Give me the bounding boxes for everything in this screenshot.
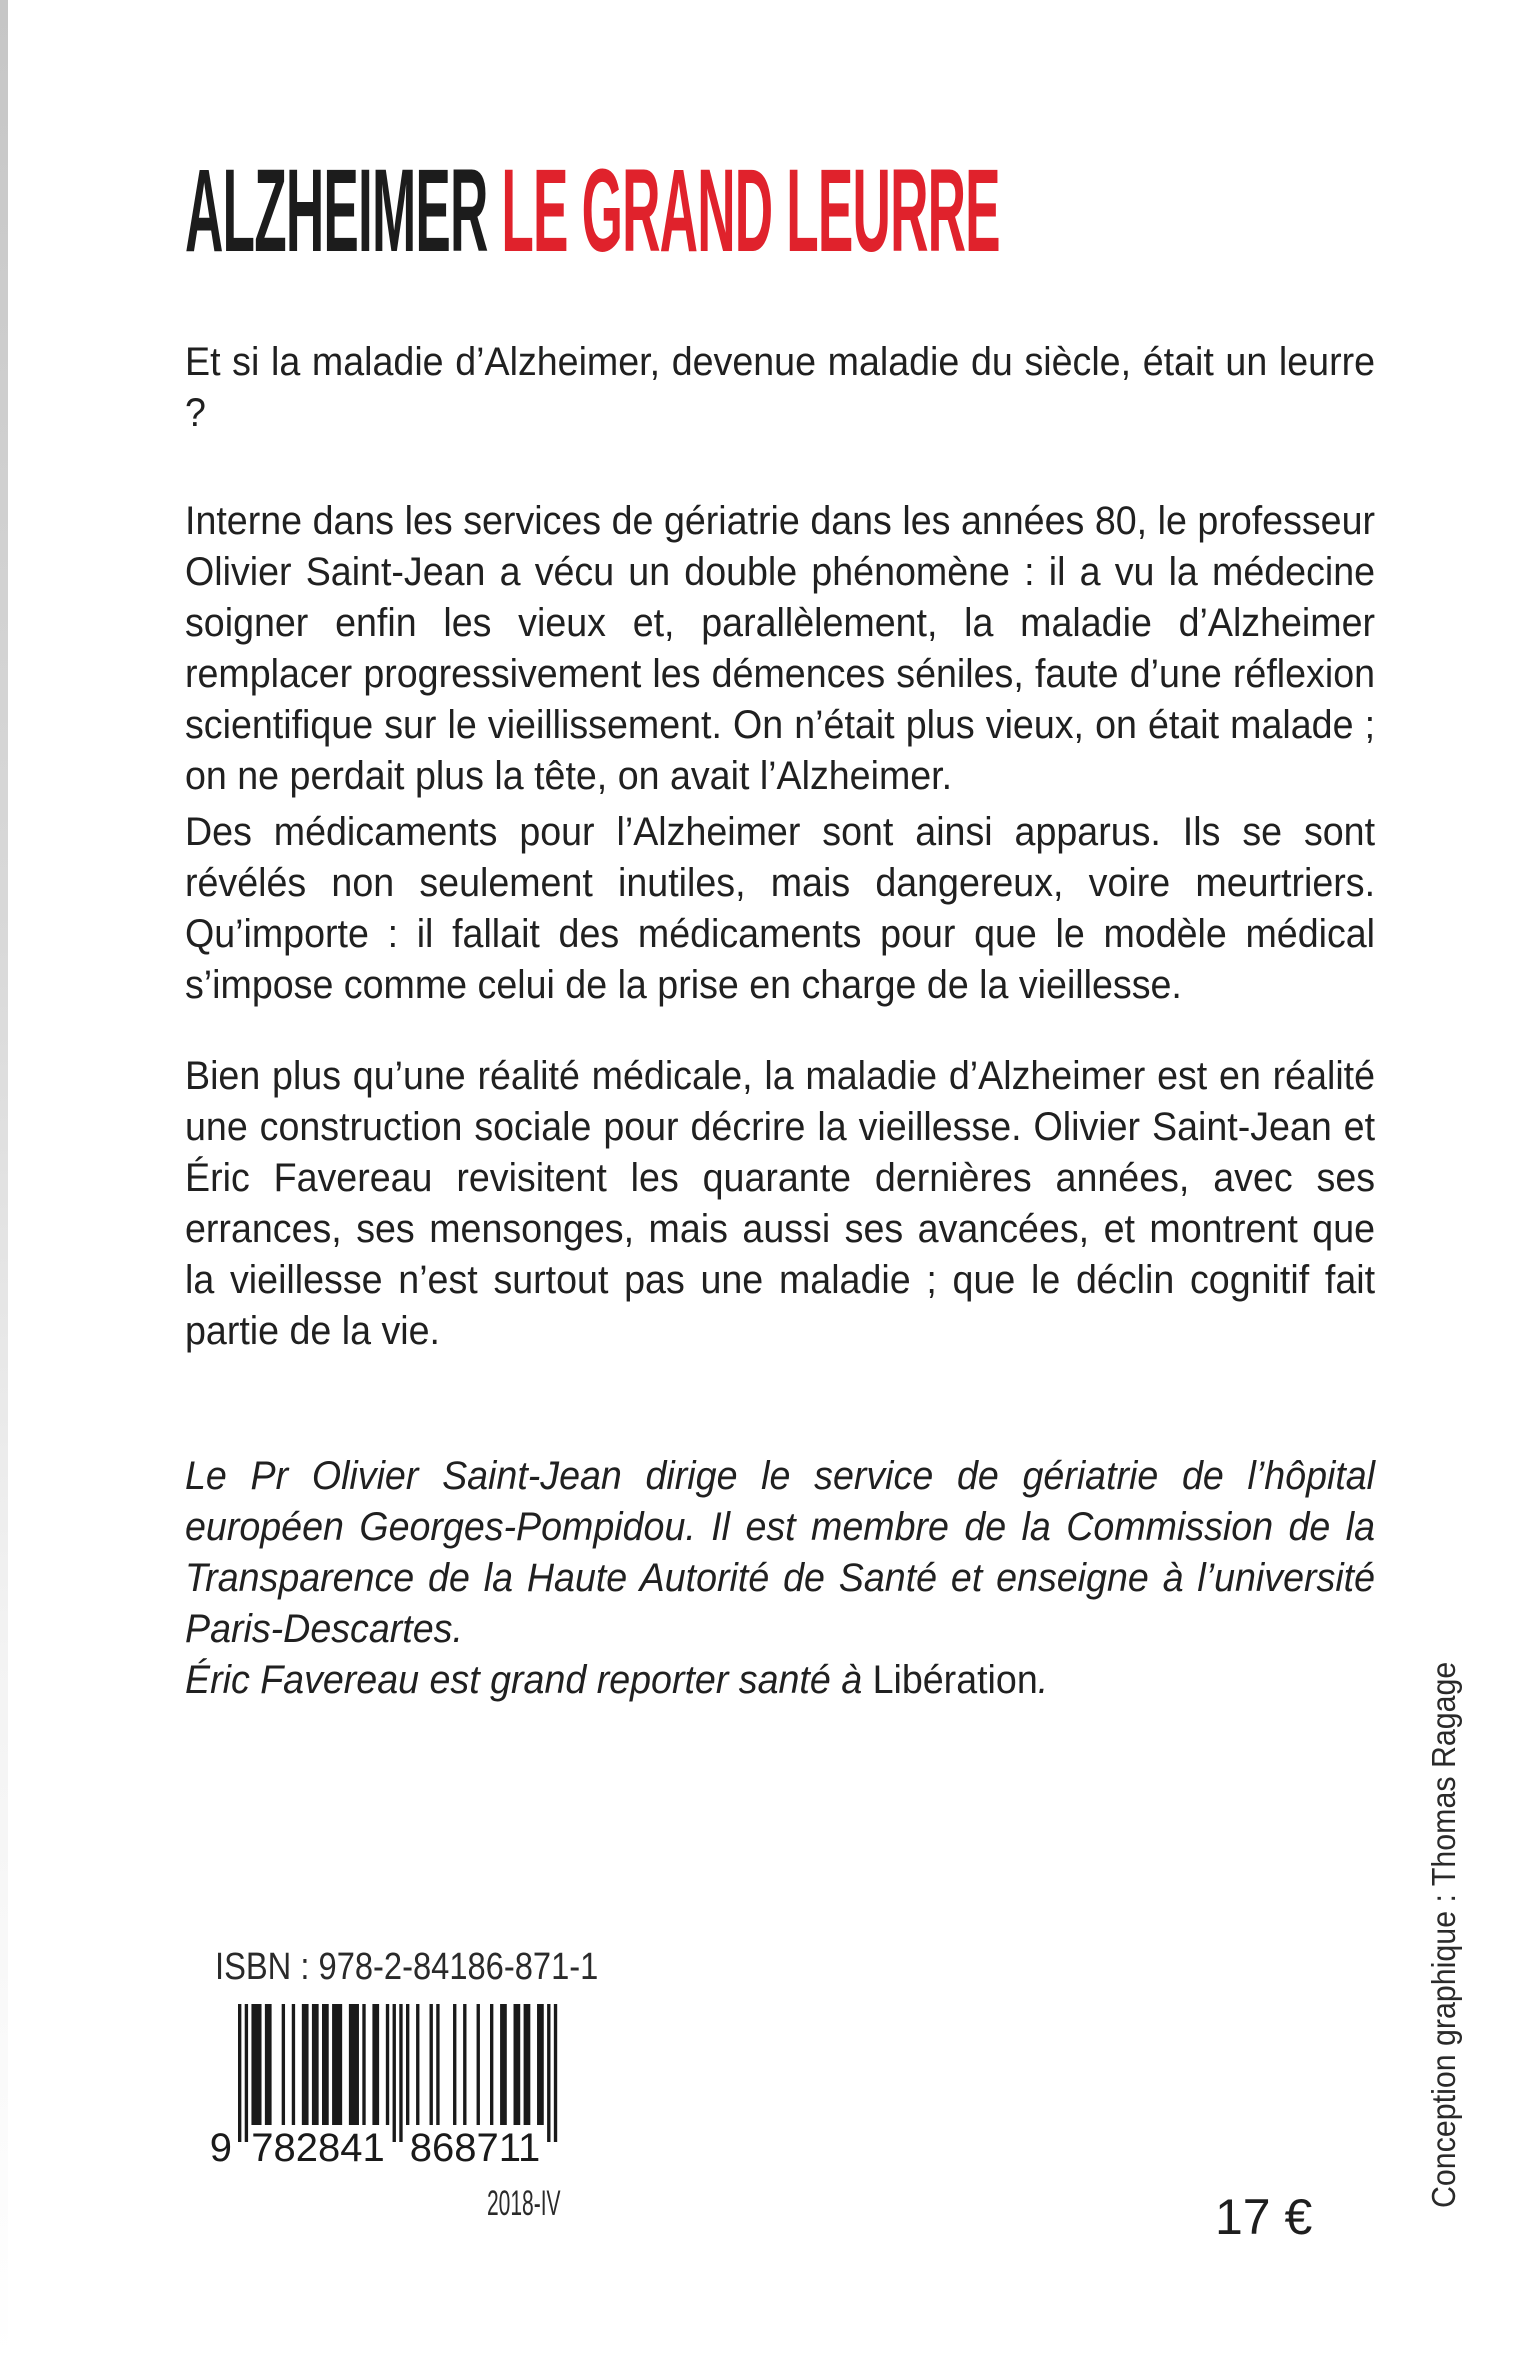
body-paragraph-2: Des médicaments pour l’Alzheimer sont ainsi apparus. Ils se sont révélés non seulement inutiles, mais dangereux, voire meurtriers. Qu’importe : il fallait des médicaments pour que le modèle médical s’impose comme celui de la prise en charge de la vieillesse. <box>185 810 1376 1007</box>
barcode-digit-left: 9 <box>210 2126 232 2166</box>
bio-line-2-period: . <box>1037 1658 1049 1702</box>
author-bio-line-2 <box>185 1655 1375 1706</box>
ean-barcode <box>210 2004 560 2166</box>
intro-paragraph: Et si la maladie d’Alzheimer, devenue maladie du siècle, était un leurre ? <box>185 340 1376 435</box>
book-title-main: ALZHEIMER <box>185 145 488 277</box>
body-paragraph-1: Interne dans les services de gériatrie dans les années 80, le professeur Olivier Saint-Jean a vécu un double phénomène : il a vu la médecine soigner enfin les vieux et, parallèlement, la maladie d’Alzheimer remplacer progressivement les démences séniles, faute d’une réflexion scientifique sur le vieillissement. On n’était plus vieux, on était malade ; on ne perdait plus la tête, on avait l’Alzheimer. <box>185 499 1376 798</box>
barcode-digits-group1: 782841 <box>251 2126 385 2166</box>
book-title-subtitle: LE GRAND LEURRE <box>501 145 1000 277</box>
author-bio-paragraph: Le Pr Olivier Saint-Jean dirige le service de gériatrie de l’hôpital européen Georges-Pompidou. Il est membre de la Commission de la Transparence de la Haute Autorité de Santé et enseigne à l’université Paris-Descartes. <box>185 1454 1376 1651</box>
bio-line-2-text: Éric Favereau est grand reporter santé à <box>185 1658 873 1702</box>
price-label: 17 € <box>1215 2189 1313 2245</box>
newspaper-name: Libération <box>872 1658 1038 1702</box>
edition-code: 2018-IV <box>487 2184 561 2223</box>
barcode-digits-group2: 868711 <box>409 2126 541 2166</box>
ean-barcode-graphic <box>210 2004 560 2166</box>
back-cover-text <box>185 337 1375 1706</box>
design-credit-vertical: Conception graphique : Thomas Ragage <box>1425 1661 1462 2208</box>
body-paragraph-3: Bien plus qu’une réalité médicale, la maladie d’Alzheimer est en réalité une construction sociale pour décrire la vieillesse. Olivier Saint-Jean et Éric Favereau revisitent les quarante dernières années, avec ses errances, ses mensonges, mais aussi ses avancées, et montrent que la vieillesse n’est surtout pas une maladie ; que le déclin cognitif fait partie de la vie. <box>185 1054 1376 1353</box>
isbn-label: ISBN : 978-2-84186-871-1 <box>215 1946 599 1988</box>
scanned-page-edge <box>0 0 8 2361</box>
book-title <box>185 145 1000 277</box>
